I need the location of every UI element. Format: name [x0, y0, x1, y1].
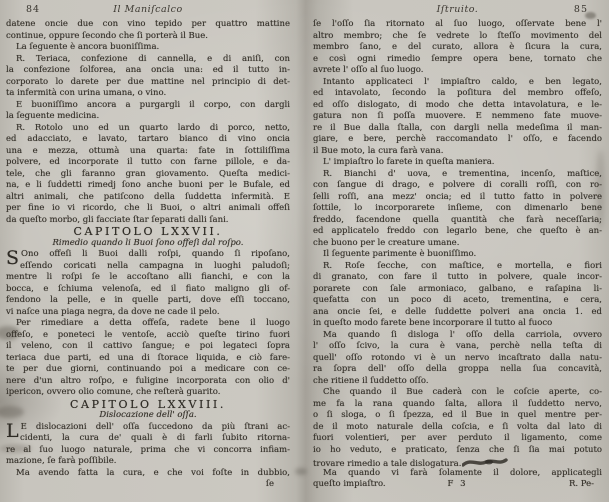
text-line: na, e li ſuddetti rimedj ſono anche buoni per le Bufale, ed	[6, 180, 290, 190]
text-line: eſſendo coricati nella campagna in luoghi paludoſi;	[20, 260, 290, 271]
text-line: e così ogni rimedio ſempre opera bene, tornato che	[313, 53, 602, 64]
text-line: L E dislocazioni dell' oſſa ſuccedono da più ſtrani ac-	[6, 419, 290, 442]
text-line: teriaca due parti, ed una di ſtorace liquida, e ciò fare-	[6, 352, 290, 363]
drop-cap: S	[6, 247, 20, 269]
text-line: Ma quando vi farà ſolamente il dolore, applicategli	[323, 467, 602, 478]
chapter-heading: CAPITOLO LXXVIII.	[70, 397, 226, 411]
text-line: da queſto morbo, gli facciate ſtar ſeparati dalli ſani.	[6, 214, 229, 225]
margin-stain	[295, 468, 307, 475]
signature-line	[313, 479, 602, 491]
text-line: de il moto naturale della coſcia, e ſi volta dal lato di	[313, 421, 602, 432]
text-line: La ſeguente è ancora buoniſſima.	[16, 42, 160, 52]
text-line: Intanto applicateci l' impiaſtro caldo, e ben legato,	[323, 76, 602, 87]
text-line: ſe l'oſſo ſia ritornato al ſuo luogo, oſſervate bene l'	[313, 19, 602, 29]
text-line: nere d'un altro roſpo, e fuligine incorporata con olio d'	[6, 375, 290, 386]
text-line: mentre li roſpi ſe le accoſtano alli fianchi, e con la	[6, 272, 290, 282]
text-line: di granato, con fare il tutto in polvere, quale incor-	[313, 272, 602, 282]
text-line: ed applicatelo freddo con legarlo bene, che queſto è an-	[313, 226, 602, 236]
left-page	[6, 4, 290, 491]
text-line: re al ſuo luogo naturale, prima che vi concorra infiam-	[6, 444, 290, 455]
page-number-left: 84	[26, 4, 41, 15]
text-line: l' oſſo ſcivo, la cura è vana, perchè nella teſta di	[313, 341, 602, 351]
text-line: te per due giorni, continuando poi a medicare con ce-	[6, 364, 290, 374]
text-line: S Ono offeſi li Buoi dalli roſpi, quando ſi ripoſano,	[6, 247, 290, 269]
text-line: tele, che gli faranno gran giovamento. Queſta medici-	[6, 168, 290, 179]
text-line: io ho veduto, e praticato, ſenza che ſi ſia mai potuto	[313, 444, 602, 455]
text-line: polvere, ed incorporate il tutto con farne pillole, e da-	[6, 157, 290, 167]
text-line: continue, oppure ſecondo che ſi porterà il Bue.	[6, 30, 208, 41]
text-line: Il ſeguente parimente è buoniſſimo.	[323, 249, 477, 259]
text-line: corporato lo darete per due mattine nel principio di det-	[6, 76, 290, 87]
text-line: mazione, ſe farà poſſibile.	[6, 456, 117, 466]
left-page-text	[6, 19, 290, 491]
page-number-right: 85	[573, 4, 588, 15]
chapter-subtitle: Rimedio quando li Buoi ſono offeſi dal roſpo.	[52, 237, 244, 248]
paragraph-end: queſto impiaſtro.	[313, 479, 386, 489]
text-line: re il Bue dalla ſtalla, con dargli nella medeſima il man-	[313, 122, 602, 133]
catchword: R. Pe-	[568, 479, 594, 489]
catchword: ſe	[265, 479, 274, 489]
text-line: altri animali, che patiſcono della ſuddetta infermità. E	[6, 191, 290, 202]
text-line: con ſangue di drago, e polvere di coralli roſſi, con ro-	[313, 180, 602, 190]
text-line: Ma quando ſi disloga l' oſſo della carriola, ovvero	[323, 329, 602, 340]
text-line: Ma avendo fatta la cura, e che voi foſte in dubbio,	[16, 467, 290, 478]
text-line: datene oncie due con vino tepido per quattro mattine	[6, 19, 290, 29]
text-line: bocca, e ſchiuma velenoſa, ed il fiato maligno gli of-	[6, 283, 290, 294]
text-line: freddo, facendone quella quantità che farà neceſſaria;	[313, 214, 602, 225]
text-line: che ritiene il ſuddetto oſſo.	[313, 375, 429, 386]
text-line: R. Roſe ſecche, con maſtice, e mortella, e fiori	[323, 260, 602, 271]
text-line: il veleno, con il cattivo ſangue; e poi legateci ſopra	[6, 341, 290, 351]
text-line: ed adacciato, e lavato, tartaro bianco di vino oncia	[6, 134, 290, 144]
text-line: R. Teriaca, confezione di cannella, e di aniſi, con	[16, 53, 290, 64]
text-line: fendono la pelle, e in quelle parti, dove eſſi toccano,	[6, 295, 290, 305]
text-line: o ſi sloga, o ſi ſpezza, ed il Bue in quel mentre per-	[313, 410, 602, 420]
text-line: L' impiaſtro lo farete in queſta maniera.	[323, 157, 495, 167]
text-line: vi naſce una piaga negra, da dove ne cade il pelo.	[6, 306, 220, 317]
text-line: ta infermità con urina umana, o vino.	[6, 88, 167, 98]
running-title-right: Iſtruito.	[436, 4, 479, 15]
text-line: ſelli roſſi, ana mezz' oncia; ed il tutto fatto in polvere	[313, 191, 602, 202]
right-page	[313, 4, 602, 491]
chapter-subtitle: Dislocazione dell' oſſa.	[99, 410, 197, 420]
text-line: giare, e bere, perchè raccomandato l' oſſo, e facendo	[313, 134, 602, 144]
text-line: la confezione ſolforea, ana oncia una: ed il tutto in-	[6, 65, 290, 75]
text-line: ra ſopra dell' oſſo della groppa nella ſua concavità,	[313, 364, 602, 374]
text-line: trovare rimedio a tale dislogatura.	[313, 456, 602, 468]
text-line: il Bue moto, la cura farà vana.	[313, 145, 444, 156]
running-title-left: Il Maniſcalco	[113, 4, 183, 15]
text-line: cidenti, la cura de' quali è di farli ſubito ritorna-	[20, 433, 290, 443]
text-line: R. Rotolo uno ed un quarto lardo di porco, netto,	[16, 122, 290, 133]
text-line: porarete con ſale armoniaco, galbano, e raſapina li-	[313, 283, 602, 294]
text-line: avrete l' oſſo al ſuo luogo.	[313, 65, 424, 75]
right-page-text	[313, 19, 602, 491]
text-line: gatura non ſi poſſa muovere. E nemmeno fate muove-	[313, 111, 602, 121]
text-line: ſottile, lo incorporarete inſieme, con dimenarlo bene	[313, 203, 602, 213]
text-line: ed oſſo dislogato, di modo che detta intavolatura, e le-	[313, 99, 602, 110]
text-line: offeſo, e poneteci le ventoſe, acciò queſte tirino fuori	[6, 329, 290, 340]
right-page-header	[313, 4, 602, 17]
text-line: che buono per le creature umane.	[313, 237, 460, 248]
text-line: R. Bianchi d' uova, e trementina, incenſo, maſtice,	[323, 168, 602, 179]
text-line: me fa la rana quando ſalta, allora il ſuddetto nervo,	[313, 398, 602, 409]
text-line: la ſeguente medicina.	[6, 111, 100, 121]
chapter-heading: CAPITOLO LXXVII.	[73, 225, 223, 238]
text-line: ipericon, ovvero olio comune, che reſterà guarito.	[6, 387, 221, 397]
text-line: ed intavolato, ſecondo la poſitura del membro offeſo,	[313, 88, 602, 98]
text-line: altro membro; che ſe vedrete lo ſteſſo movimento del	[313, 30, 602, 41]
drop-cap: L	[6, 419, 19, 442]
gathering-signature: F 3	[447, 479, 468, 489]
text-line: membro ſano, e del curato, allora è ſicura la cura,	[313, 42, 602, 52]
text-line: E buoniſſimo ancora a purgargli il corpo, con dargli	[16, 99, 290, 110]
text-line: Per rimediare a detta offeſa, radete bene il luogo	[16, 318, 290, 328]
text-line: quefatta con un poco di aceto, trementina, e cera,	[313, 295, 602, 305]
left-page-header	[6, 4, 290, 17]
text-line: in queſto modo farete bene incorporare il tutto al fuoco	[313, 318, 553, 328]
text-line: ana oncie ſei, e delle ſuddette polveri ana oncia 1. ed	[313, 306, 602, 317]
text-line: Che quando il Bue caderà con le coſcie aperte, co-	[323, 387, 602, 397]
text-line: fuori volentieri, per aver perduto il ligamento, come	[313, 433, 602, 443]
text-line: una e mezza, ottumà una quarta: fate in ſottiliſſima	[6, 145, 290, 156]
page-gutter-shadow	[290, 0, 314, 502]
text-line: per fine io vi ricordo, che li Buoi, o altri animali offeſi	[6, 203, 290, 213]
text-line: quell' oſſo rotondo vi è un nervo incaſtrato dalla natu-	[313, 352, 602, 363]
